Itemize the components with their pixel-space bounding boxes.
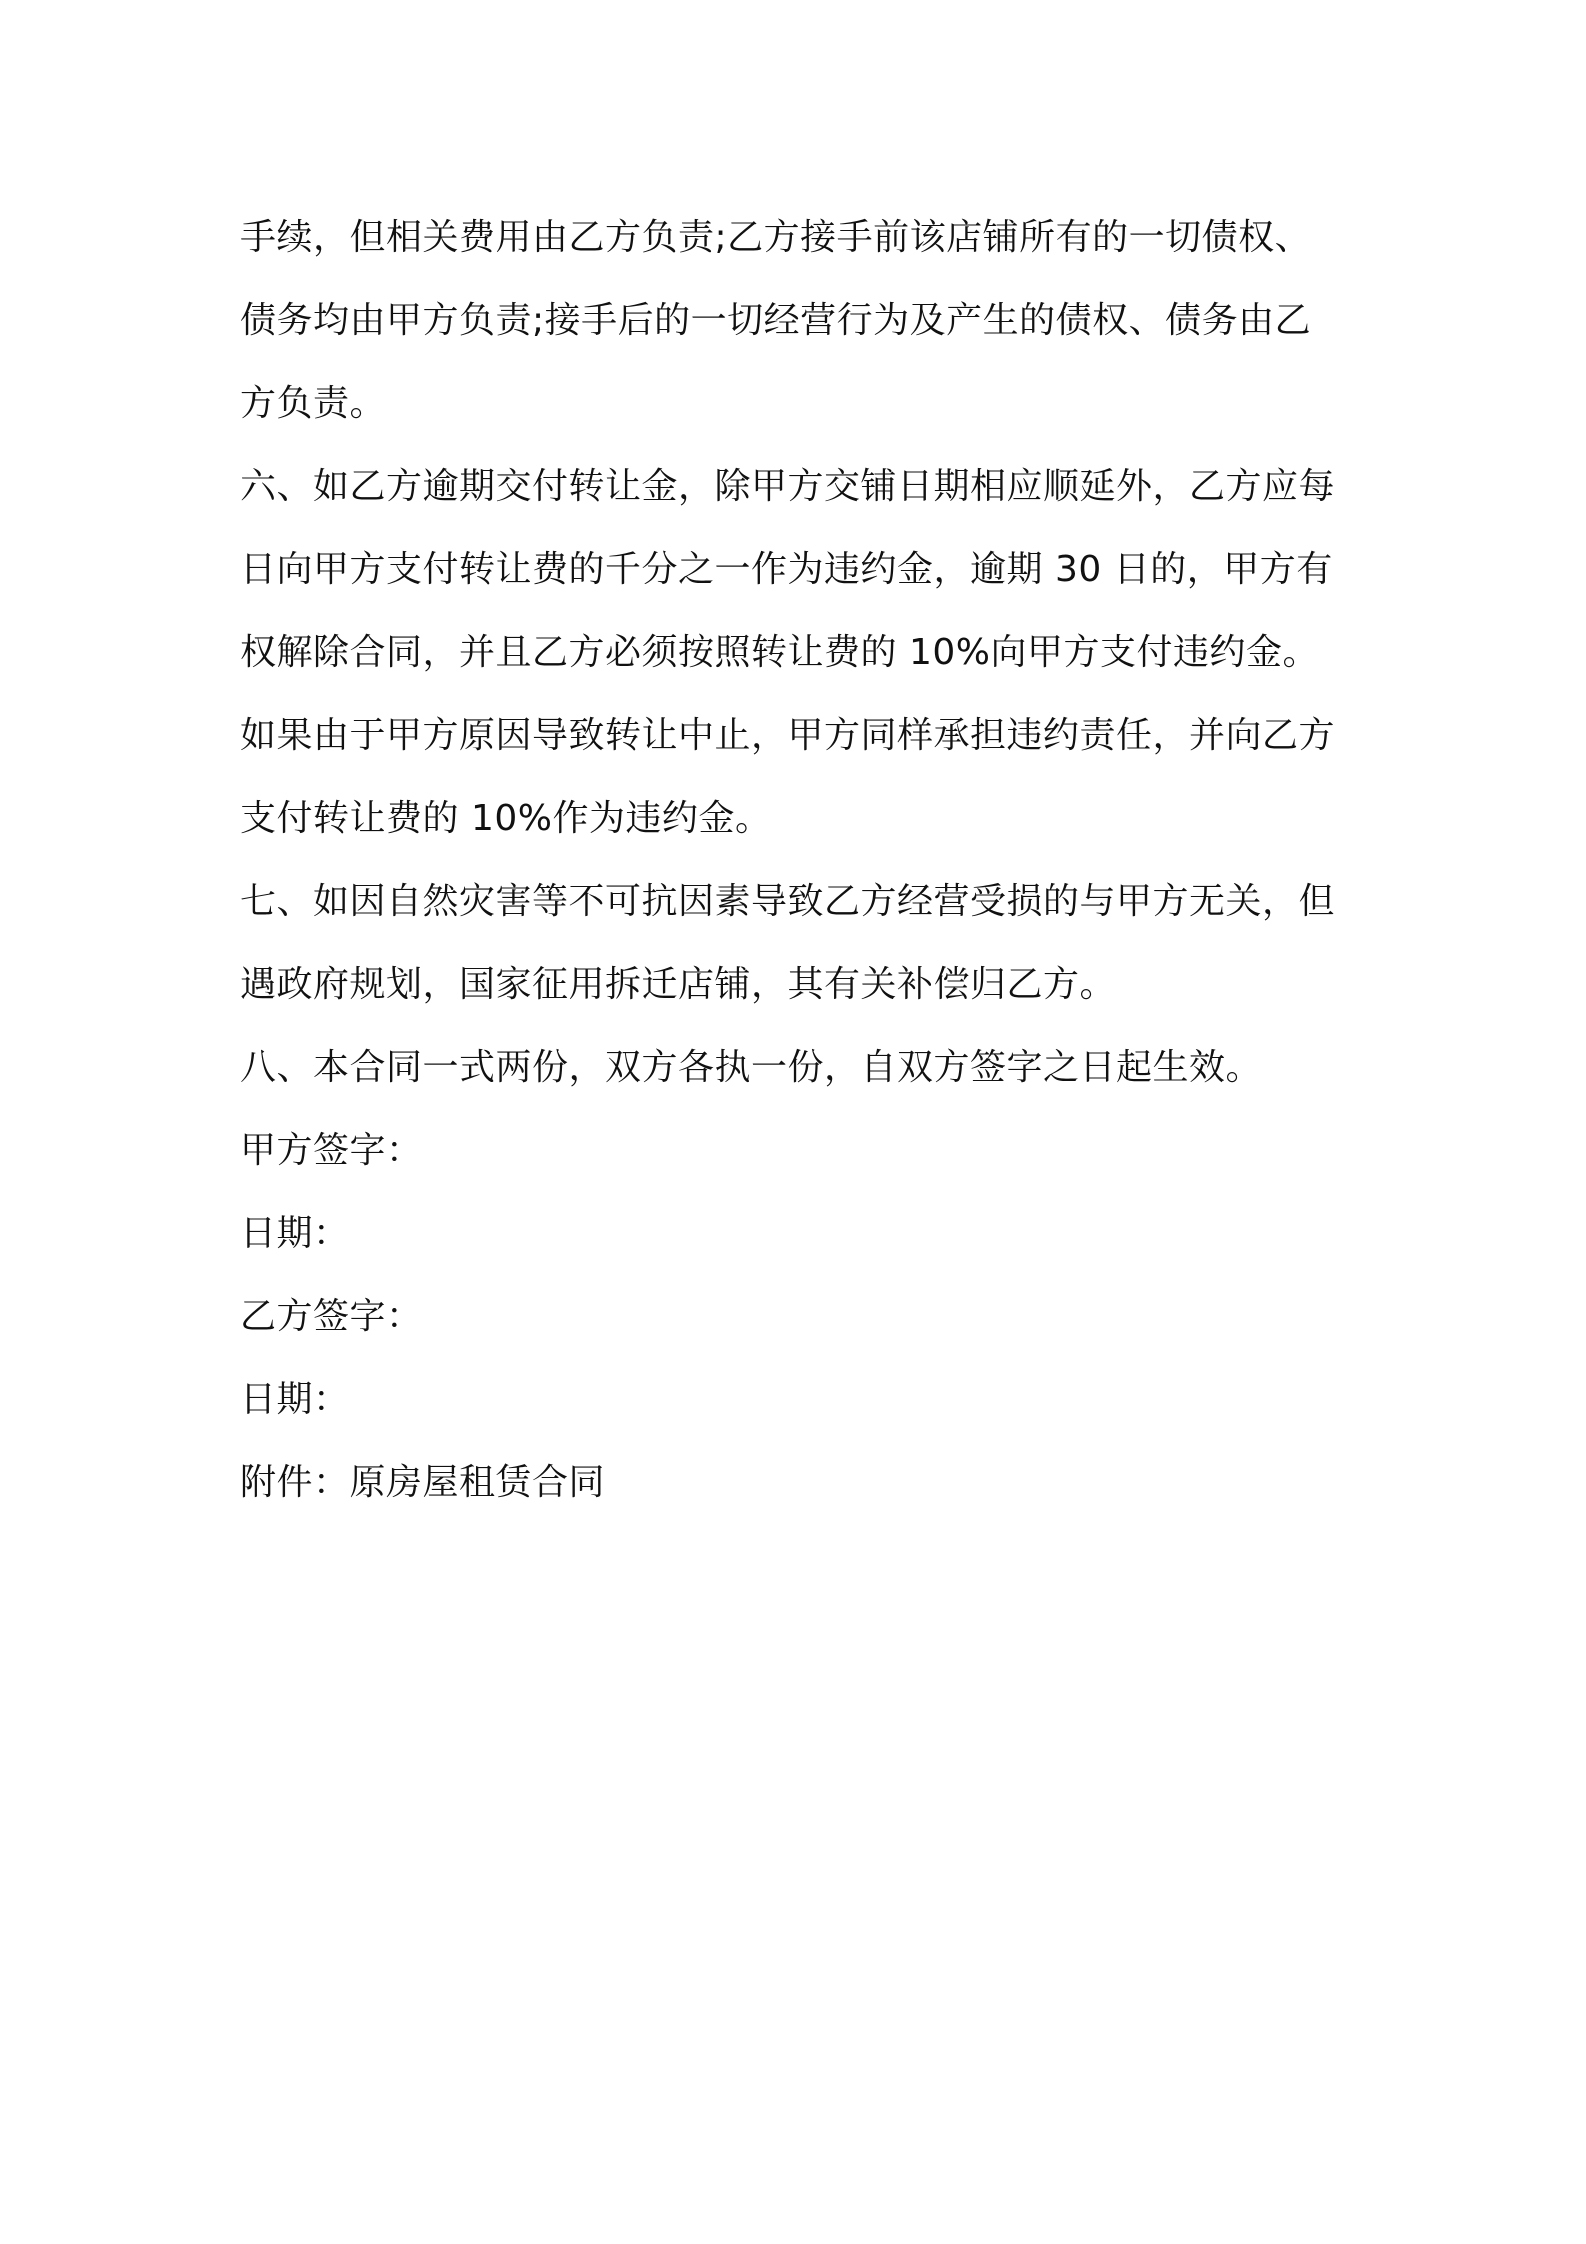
text-line: 债务均由甲方负责;接手后的一切经营行为及产生的债权、债务由乙 bbox=[240, 300, 1312, 341]
clause-6 bbox=[240, 445, 1355, 860]
party-a-signature-label: 甲方签字： bbox=[240, 1130, 423, 1171]
text-line: 八、本合同一式两份，双方各执一份，自双方签字之日起生效。 bbox=[240, 1047, 1263, 1088]
text-line: 方负责。 bbox=[240, 383, 387, 424]
text-line: 遇政府规划，国家征用拆迁店铺，其有关补偿归乙方。 bbox=[240, 964, 1117, 1005]
clause-5-continuation bbox=[240, 196, 1355, 445]
party-a-date-label: 日期： bbox=[240, 1213, 350, 1254]
party-b-date-label: 日期： bbox=[240, 1379, 350, 1420]
clause-7 bbox=[240, 860, 1355, 1026]
text-line: 日向甲方支付转让费的千分之一作为违约金，逾期 30 日的，甲方有 bbox=[240, 549, 1333, 590]
text-line: 权解除合同，并且乙方必须按照转让费的 10%向甲方支付违约金。 bbox=[240, 632, 1319, 673]
attachment-label: 附件：原房屋租赁合同 bbox=[240, 1462, 606, 1503]
party-b-signature-label: 乙方签字： bbox=[240, 1296, 423, 1337]
text-line: 支付转让费的 10%作为违约金。 bbox=[240, 798, 772, 839]
text-line: 七、如因自然灾害等不可抗因素导致乙方经营受损的与甲方无关，但 bbox=[240, 881, 1336, 922]
document-body bbox=[240, 196, 1355, 1524]
text-line: 手续，但相关费用由乙方负责;乙方接手前该店铺所有的一切债权、 bbox=[240, 217, 1312, 258]
signature-block bbox=[240, 1109, 1355, 1524]
text-line: 六、如乙方逾期交付转让金，除甲方交铺日期相应顺延外，乙方应每 bbox=[240, 466, 1336, 507]
text-line: 如果由于甲方原因导致转让中止，甲方同样承担违约责任，并向乙方 bbox=[240, 715, 1336, 756]
clause-8 bbox=[240, 1026, 1355, 1109]
